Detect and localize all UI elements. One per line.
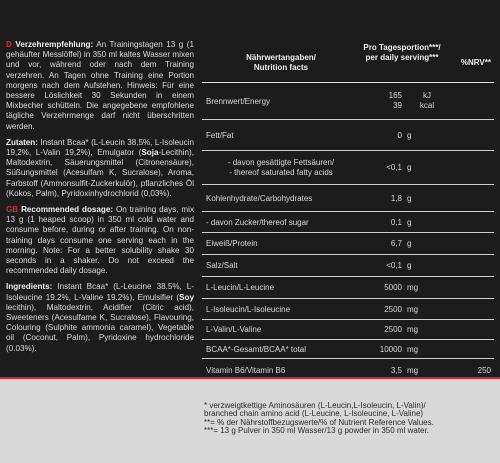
gb-allergen-soy: Soy [179, 292, 194, 302]
row-value: <0,1 [386, 163, 402, 172]
footnote-nrv: **= % der Nährstoffbezugswerte/% of Nutrient Reference Values. [204, 417, 434, 427]
table-row-valine [202, 320, 494, 340]
table-row-leucine [202, 277, 494, 299]
row-unit: g [407, 217, 412, 227]
row-value: 2500 [384, 325, 402, 334]
gb-ingredients-text-a: Instant Bcaa* (L-Leucine 38.5%, L-Isoleucine 19.2%, L-Valine 19.2%), Emulsifier ( [6, 282, 195, 302]
row-name: Eiweiß/Protein [206, 239, 258, 248]
row-name: L-Leucin/L-Leucine [206, 283, 275, 292]
row-value: 5000 [384, 283, 402, 292]
row-name: Vitamin B6/Vitamin B6 [206, 365, 286, 375]
table-row-salt [202, 255, 494, 277]
gb-ingredients-paragraph [6, 282, 194, 353]
row-name-en: - thereof saturated fatty acids [229, 167, 333, 177]
de-ingredients-paragraph [6, 138, 194, 199]
footnote-bcaa-en: branched chain amino acid (L-Leucine, L-Isoleucine, L-Valine) [204, 409, 424, 419]
de-flag-label: D [6, 40, 12, 49]
row-value-kcal: 39 [393, 101, 402, 110]
table-row-sugar [202, 212, 494, 233]
row-nrv [449, 120, 491, 150]
gb-ingredients-text-c: lecithin), Maltodextrin, Acidifier (Citric acid), Sweeteners (Acesulfame K, Sucralose), Flavouring, Colouring (Sulphite ammonia caramel), Vegetable oil (Coconut, Palm), Pyridoxine hydrochloride (0.03%). [6, 302, 194, 353]
row-value: 6,7 [390, 239, 402, 248]
header-nutrition-facts [206, 43, 356, 82]
row-name: L-Isoleucin/L-Isoleucine [206, 304, 291, 314]
row-value: 0 [397, 130, 402, 140]
row-unit: mg [407, 365, 419, 375]
row-value: 3,5 [390, 365, 402, 375]
row-nrv [449, 255, 491, 276]
row-nrv [449, 320, 491, 339]
row-nrv [449, 277, 491, 298]
row-name: Kohlenhydrate/Carbohydrates [206, 193, 313, 203]
nutrition-table [202, 43, 494, 375]
header-name-de: Nährwertangaben/ [246, 52, 316, 62]
table-row-energy [202, 83, 494, 120]
gb-dosage-text: On training days, mix 13 g (1 heaped scoop) in 350 ml cold water and consume before, during or after training. On non-training days consume one serving each in the morning. Note: For a better solubility shake 30 seconds in a shaker. Do not exceed the recommended daily dosage. [6, 205, 194, 276]
header-serving-de: Pro Tagesportion***/ [363, 43, 441, 52]
row-value: 1,8 [390, 193, 402, 203]
row-name: Salz/Salt [206, 261, 238, 270]
gb-ingredients-heading: Ingredients: [6, 282, 53, 292]
table-row-saturated-fat [202, 151, 494, 185]
row-name-de: - davon gesättigte Fettsäuren/ [227, 157, 335, 167]
row-units [407, 83, 447, 119]
table-row-isoleucine [202, 299, 494, 320]
row-unit: mg [407, 344, 419, 354]
row-values [358, 83, 402, 119]
table-header-row [202, 43, 494, 83]
table-row-protein [202, 233, 494, 255]
de-dosage-heading: Verzehrempfehlung: [15, 40, 94, 49]
row-unit: g [407, 239, 412, 248]
row-value: 0,1 [390, 217, 402, 227]
row-unit: mg [407, 325, 419, 334]
row-nrv [449, 151, 491, 184]
row-unit: g [407, 130, 412, 140]
header-serving-en: per daily serving*** [365, 53, 439, 62]
gb-dosage-heading: Recommended dosage: [21, 205, 114, 215]
row-nrv [449, 83, 491, 119]
row-value: 10000 [379, 344, 402, 354]
row-nrv [449, 299, 491, 319]
row-name: Brennwert/Energy [206, 96, 271, 106]
header-per-serving [358, 43, 446, 82]
row-nrv [449, 340, 491, 358]
row-value: <0,1 [386, 261, 402, 270]
row-unit-kcal: kcal [419, 101, 435, 110]
footnotes [204, 402, 494, 436]
de-ingredients-heading: Zutaten: [6, 137, 38, 147]
row-unit-kj: kJ [423, 91, 431, 100]
row-unit: g [407, 163, 412, 172]
row-name: - davon Zucker/thereof sugar [206, 217, 309, 227]
row-name: BCAA*-Gesamt/BCAA* total [206, 344, 307, 354]
row-nrv [449, 185, 491, 211]
row-value: 2500 [384, 304, 402, 314]
gb-dosage-paragraph [6, 205, 194, 276]
row-value-kj: 165 [388, 91, 402, 100]
de-ingredients-text-c: -Lecithin), Maltodextrin, Säuerungsmittel (Citronensäure), Süßungsmittel (Acesulfam K, Sucralose), Aroma, Farbstoff (Ammonsulfit-Zuckerkulör), pflanzliches Öl (Kokos, Palm), Pyridoxinhydrochlorid (0,03%). [6, 148, 194, 198]
row-name: Fett/Fat [206, 130, 234, 140]
left-text-column [6, 40, 194, 360]
de-dosage-paragraph [6, 40, 194, 132]
row-name [206, 151, 356, 184]
footnote-serving: ***= 13 g Pulver in 350 ml Wasser/13 g powder in 350 ml water. [204, 426, 429, 436]
footnote-bcaa-de: * verzweigtkettige Aminosäuren (L-Leucin,L-Isoleucin, L-Valin)/ [204, 401, 426, 410]
row-nrv [449, 212, 491, 232]
de-dosage-text: An Trainingstagen 13 g (1 gehäufter Messlöffel) in 350 ml kaltes Wasser mixen und vor, während oder nach dem Training verzehren. An Tagen ohne Training eine Portion morgens nach dem Aufstehen. Hinweis: Für eine bessere Löslichkeit 30 Sekunden in einem Mixbecher schütteln. Die angegebene empfohlene tägliche Verzehrmenge darf nicht überschritten werden. [6, 40, 194, 131]
row-nrv: 250 [477, 365, 491, 375]
gb-flag-label: GB [6, 205, 19, 215]
row-unit: mg [407, 304, 419, 314]
table-row-bcaa-total [202, 340, 494, 359]
de-allergen-soja: Soja [141, 148, 159, 158]
header-nrv: %NRV** [460, 58, 491, 67]
row-name: L-Valin/L-Valine [206, 325, 262, 334]
de-ingredients-text-a: Instant Bcaa* (L-Leucin 38,5%, L-Isoleucin 19,2%, L-Valin 19,2%), Emulgator ( [6, 137, 194, 158]
row-unit: g [407, 193, 412, 203]
header-name-en: Nutrition facts [253, 62, 309, 72]
row-unit: mg [407, 283, 419, 292]
row-unit: g [407, 261, 412, 270]
table-row-carbohydrates [202, 185, 494, 212]
row-nrv [449, 233, 491, 254]
table-row-fat [202, 120, 494, 151]
